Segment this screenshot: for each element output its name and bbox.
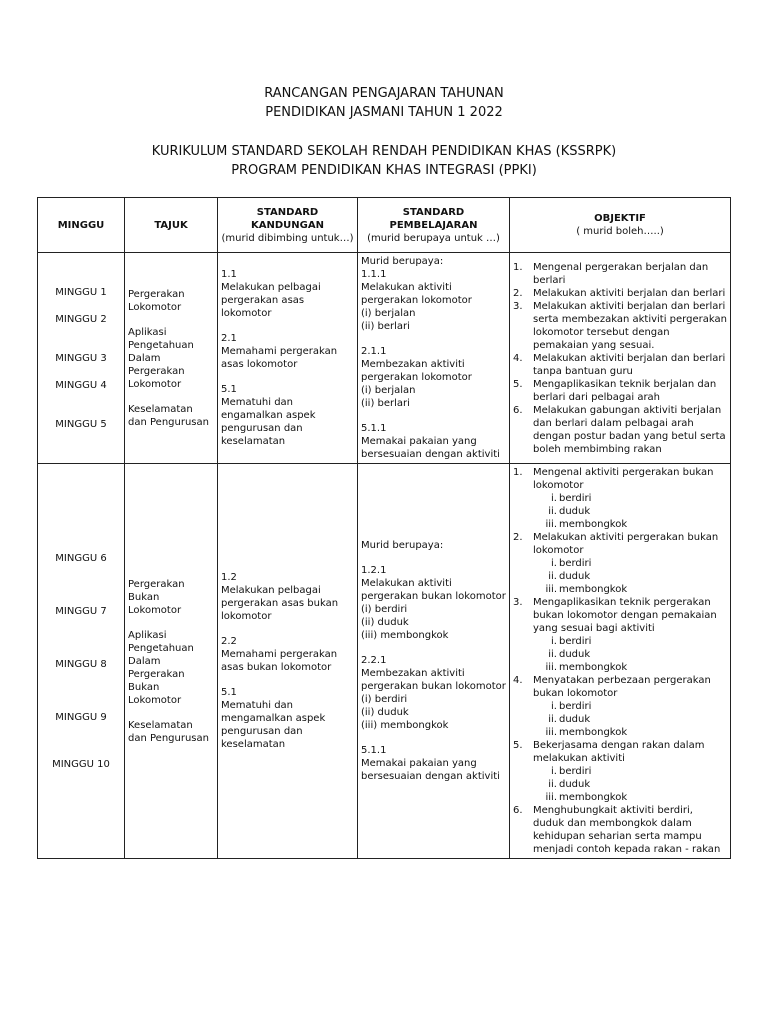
content-standard: 1.2 Melakukan pelbagai pergerakan asas bukan lokomotor (221, 572, 339, 622)
week-label: MINGGU 9 (55, 711, 107, 723)
subitem-text: duduk (559, 571, 591, 582)
objective-subitem (539, 505, 727, 518)
objective-number: 6. (513, 404, 523, 416)
objektif-cell (510, 253, 731, 464)
objective-subitem (539, 492, 727, 505)
objective-item (513, 596, 727, 674)
title-line-2: PENDIDIKAN JASMANI TAHUN 1 2022 (265, 105, 503, 120)
objective-subitem (539, 635, 727, 648)
table-header-row (38, 198, 731, 253)
topic-paragraph: Aplikasi Pengetahuan Dalam Pergerakan Lokomotor (128, 326, 194, 390)
objective-item (513, 804, 727, 856)
objective-number: 6. (513, 805, 523, 816)
objective-text: Menghubungkait aktiviti berdiri, duduk dan membongkok dalam kehidupan seharian serta mampu menjadi contoh kepada rakan - rakan (533, 805, 721, 855)
subitem-text: duduk (559, 779, 591, 790)
subitem-number: ii. (548, 779, 557, 790)
week-label: MINGGU 7 (55, 605, 107, 617)
subitem-text: membongkok (559, 792, 628, 803)
objective-subitem (539, 765, 727, 778)
objective-item (513, 378, 727, 404)
subitem-text: berdiri (559, 766, 592, 777)
objective-number: 2. (513, 532, 523, 543)
minggu-cell (38, 464, 125, 859)
subitem-number: iii. (545, 519, 557, 530)
week-label: MINGGU 3 (55, 352, 107, 364)
document-title-block (0, 84, 768, 180)
objective-item (513, 739, 727, 804)
header-tajuk: TAJUK (125, 198, 218, 253)
objective-subitem (539, 713, 727, 726)
minggu-cell (38, 253, 125, 464)
objective-text: Melakukan aktiviti pergerakan bukan lokomotor (533, 532, 719, 556)
standard-pembelajaran-cell (358, 464, 510, 859)
objective-item (513, 404, 727, 456)
objective-item (513, 261, 727, 287)
learning-standard: Murid berupaya: (361, 540, 444, 551)
objective-subitem (539, 726, 727, 739)
topic-paragraph: Pergerakan Lokomotor (128, 288, 185, 313)
standard-kandungan-cell (218, 253, 358, 464)
subitem-text: membongkok (559, 519, 628, 530)
objective-sublist (533, 557, 727, 596)
content-standard: 5.1 Mematuhi dan mengamalkan aspek pengurusan dan keselamatan (221, 687, 326, 750)
objective-item (513, 287, 727, 300)
objective-subitem (539, 661, 727, 674)
learning-standard: 2.1.1 Membezakan aktiviti pergerakan lokomotor (i) berjalan (ii) berlari (361, 346, 472, 409)
objective-sublist (533, 635, 727, 674)
subitem-number: ii. (548, 506, 557, 517)
standard-kandungan-cell (218, 464, 358, 859)
subitem-text: berdiri (559, 493, 592, 504)
objective-subitem (539, 648, 727, 661)
objective-subitem (539, 791, 727, 804)
subitem-number: iii. (545, 792, 557, 803)
objective-text: Bekerjasama dengan rakan dalam melakukan aktiviti (533, 740, 705, 764)
week-label: MINGGU 4 (55, 379, 107, 391)
objective-text: Melakukan aktiviti berjalan dan berlari tanpa bantuan guru (533, 352, 726, 377)
week-label: MINGGU 1 (55, 286, 107, 298)
subitem-text: membongkok (559, 584, 628, 595)
objective-number: 5. (513, 378, 523, 390)
title-line-3: KURIKULUM STANDARD SEKOLAH RENDAH PENDIDIKAN KHAS (KSSRPK) (151, 144, 617, 159)
subitem-number: i. (551, 558, 557, 569)
subitem-text: membongkok (559, 727, 628, 738)
objective-number: 3. (513, 300, 523, 312)
topic-paragraph: Aplikasi Pengetahuan Dalam Pergerakan Bukan Lokomotor (128, 629, 194, 706)
week-label: MINGGU 5 (55, 418, 107, 430)
objective-text: Menyatakan perbezaan pergerakan bukan lokomotor (533, 675, 711, 699)
objective-number: 5. (513, 740, 523, 751)
objective-text: Melakukan gabungan aktiviti berjalan dan berlari dalam pelbagai arah dengan postur badan yang betul serta boleh membimbing rakan (533, 404, 726, 455)
week-label: MINGGU 8 (55, 658, 107, 670)
objective-list (513, 261, 727, 456)
objective-sublist (533, 492, 727, 531)
week-label: MINGGU 10 (52, 758, 110, 770)
week-label: MINGGU 6 (55, 552, 107, 564)
subitem-text: berdiri (559, 701, 592, 712)
learning-standard: 2.2.1 Membezakan aktiviti pergerakan bukan lokomotor (i) berdiri (ii) duduk (iii) membongkok (361, 655, 506, 731)
content-standard: 2.1 Memahami pergerakan asas lokomotor (221, 333, 338, 370)
objective-subitem (539, 518, 727, 531)
subitem-text: berdiri (559, 558, 592, 569)
subitem-number: iii. (545, 662, 557, 673)
objective-item (513, 352, 727, 378)
objektif-cell (510, 464, 731, 859)
objective-item (513, 531, 727, 596)
subitem-number: ii. (548, 714, 557, 725)
learning-standard: 1.2.1 Melakukan aktiviti pergerakan bukan lokomotor (i) berdiri (ii) duduk (iii) membongkok (361, 565, 506, 641)
objective-item (513, 674, 727, 739)
topic-paragraph: Keselamatan dan Pengurusan (128, 403, 209, 428)
tajuk-cell (125, 253, 218, 464)
subitem-number: i. (551, 493, 557, 504)
topic-paragraph: Keselamatan dan Pengurusan (128, 719, 209, 744)
subitem-number: i. (551, 636, 557, 647)
objective-text: Melakukan aktiviti berjalan dan berlari (533, 287, 726, 299)
week-label: MINGGU 2 (55, 313, 107, 325)
header-objektif: OBJEKTIF ( murid boleh…..) (510, 198, 731, 253)
objective-number: 4. (513, 352, 523, 364)
title-line-4: PROGRAM PENDIDIKAN KHAS INTEGRASI (PPKI) (231, 163, 537, 178)
table-row (38, 253, 731, 464)
objective-number: 3. (513, 597, 523, 608)
header-standard-kandungan: STANDARD KANDUNGAN (murid dibimbing untuk…) (218, 198, 358, 253)
table-row (38, 464, 731, 859)
objective-item (513, 466, 727, 531)
subitem-text: duduk (559, 714, 591, 725)
objective-list (513, 466, 727, 856)
objective-subitem (539, 570, 727, 583)
plan-table (37, 197, 731, 859)
header-standard-pembelajaran: STANDARD PEMBELAJARAN (murid berupaya untuk …) (358, 198, 510, 253)
objective-subitem (539, 557, 727, 570)
content-standard: 2.2 Memahami pergerakan asas bukan lokomotor (221, 636, 338, 673)
objective-subitem (539, 583, 727, 596)
topic-paragraph: Pergerakan Bukan Lokomotor (128, 578, 185, 616)
subitem-number: iii. (545, 584, 557, 595)
title-line-1: RANCANGAN PENGAJARAN TAHUNAN (264, 86, 504, 101)
objective-number: 1. (513, 467, 523, 478)
subitem-number: i. (551, 766, 557, 777)
subitem-number: iii. (545, 727, 557, 738)
content-standard: 1.1 Melakukan pelbagai pergerakan asas lokomotor (221, 269, 321, 319)
objective-text: Mengaplikasikan teknik pergerakan bukan lokomotor dengan pemakaian yang sesuai bagi aktiviti (533, 597, 717, 634)
subitem-text: berdiri (559, 636, 592, 647)
subitem-number: ii. (548, 571, 557, 582)
objective-subitem (539, 778, 727, 791)
subitem-text: duduk (559, 649, 591, 660)
standard-pembelajaran-cell (358, 253, 510, 464)
objective-number: 1. (513, 261, 523, 273)
learning-standard: Murid berupaya: 1.1.1 Melakukan aktiviti pergerakan lokomotor (i) berjalan (ii) berlari (361, 256, 472, 332)
subitem-number: ii. (548, 649, 557, 660)
objective-item (513, 300, 727, 352)
objective-number: 4. (513, 675, 523, 686)
subitem-text: duduk (559, 506, 591, 517)
objective-text: Mengenal aktiviti pergerakan bukan lokomotor (533, 467, 714, 491)
content-standard: 5.1 Mematuhi dan engamalkan aspek pengurusan dan keselamatan (221, 384, 316, 447)
objective-sublist (533, 765, 727, 804)
objective-text: Mengenal pergerakan berjalan dan berlari (533, 261, 709, 286)
subitem-text: membongkok (559, 662, 628, 673)
objective-number: 2. (513, 287, 523, 299)
header-minggu: MINGGU (38, 198, 125, 253)
objective-subitem (539, 700, 727, 713)
tajuk-cell (125, 464, 218, 859)
learning-standard: 5.1.1 Memakai pakaian yang bersesuaian dengan aktiviti (361, 745, 500, 782)
subitem-number: i. (551, 701, 557, 712)
learning-standard: 5.1.1 Memakai pakaian yang bersesuaian dengan aktiviti (361, 423, 500, 460)
objective-text: Melakukan aktiviti berjalan dan berlari serta membezakan aktiviti pergerakan lokomotor tersebut dengan pemakaian yang sesuai. (533, 300, 727, 351)
objective-sublist (533, 700, 727, 739)
objective-text: Mengaplikasikan teknik berjalan dan berlari dari pelbagai arah (533, 378, 717, 403)
